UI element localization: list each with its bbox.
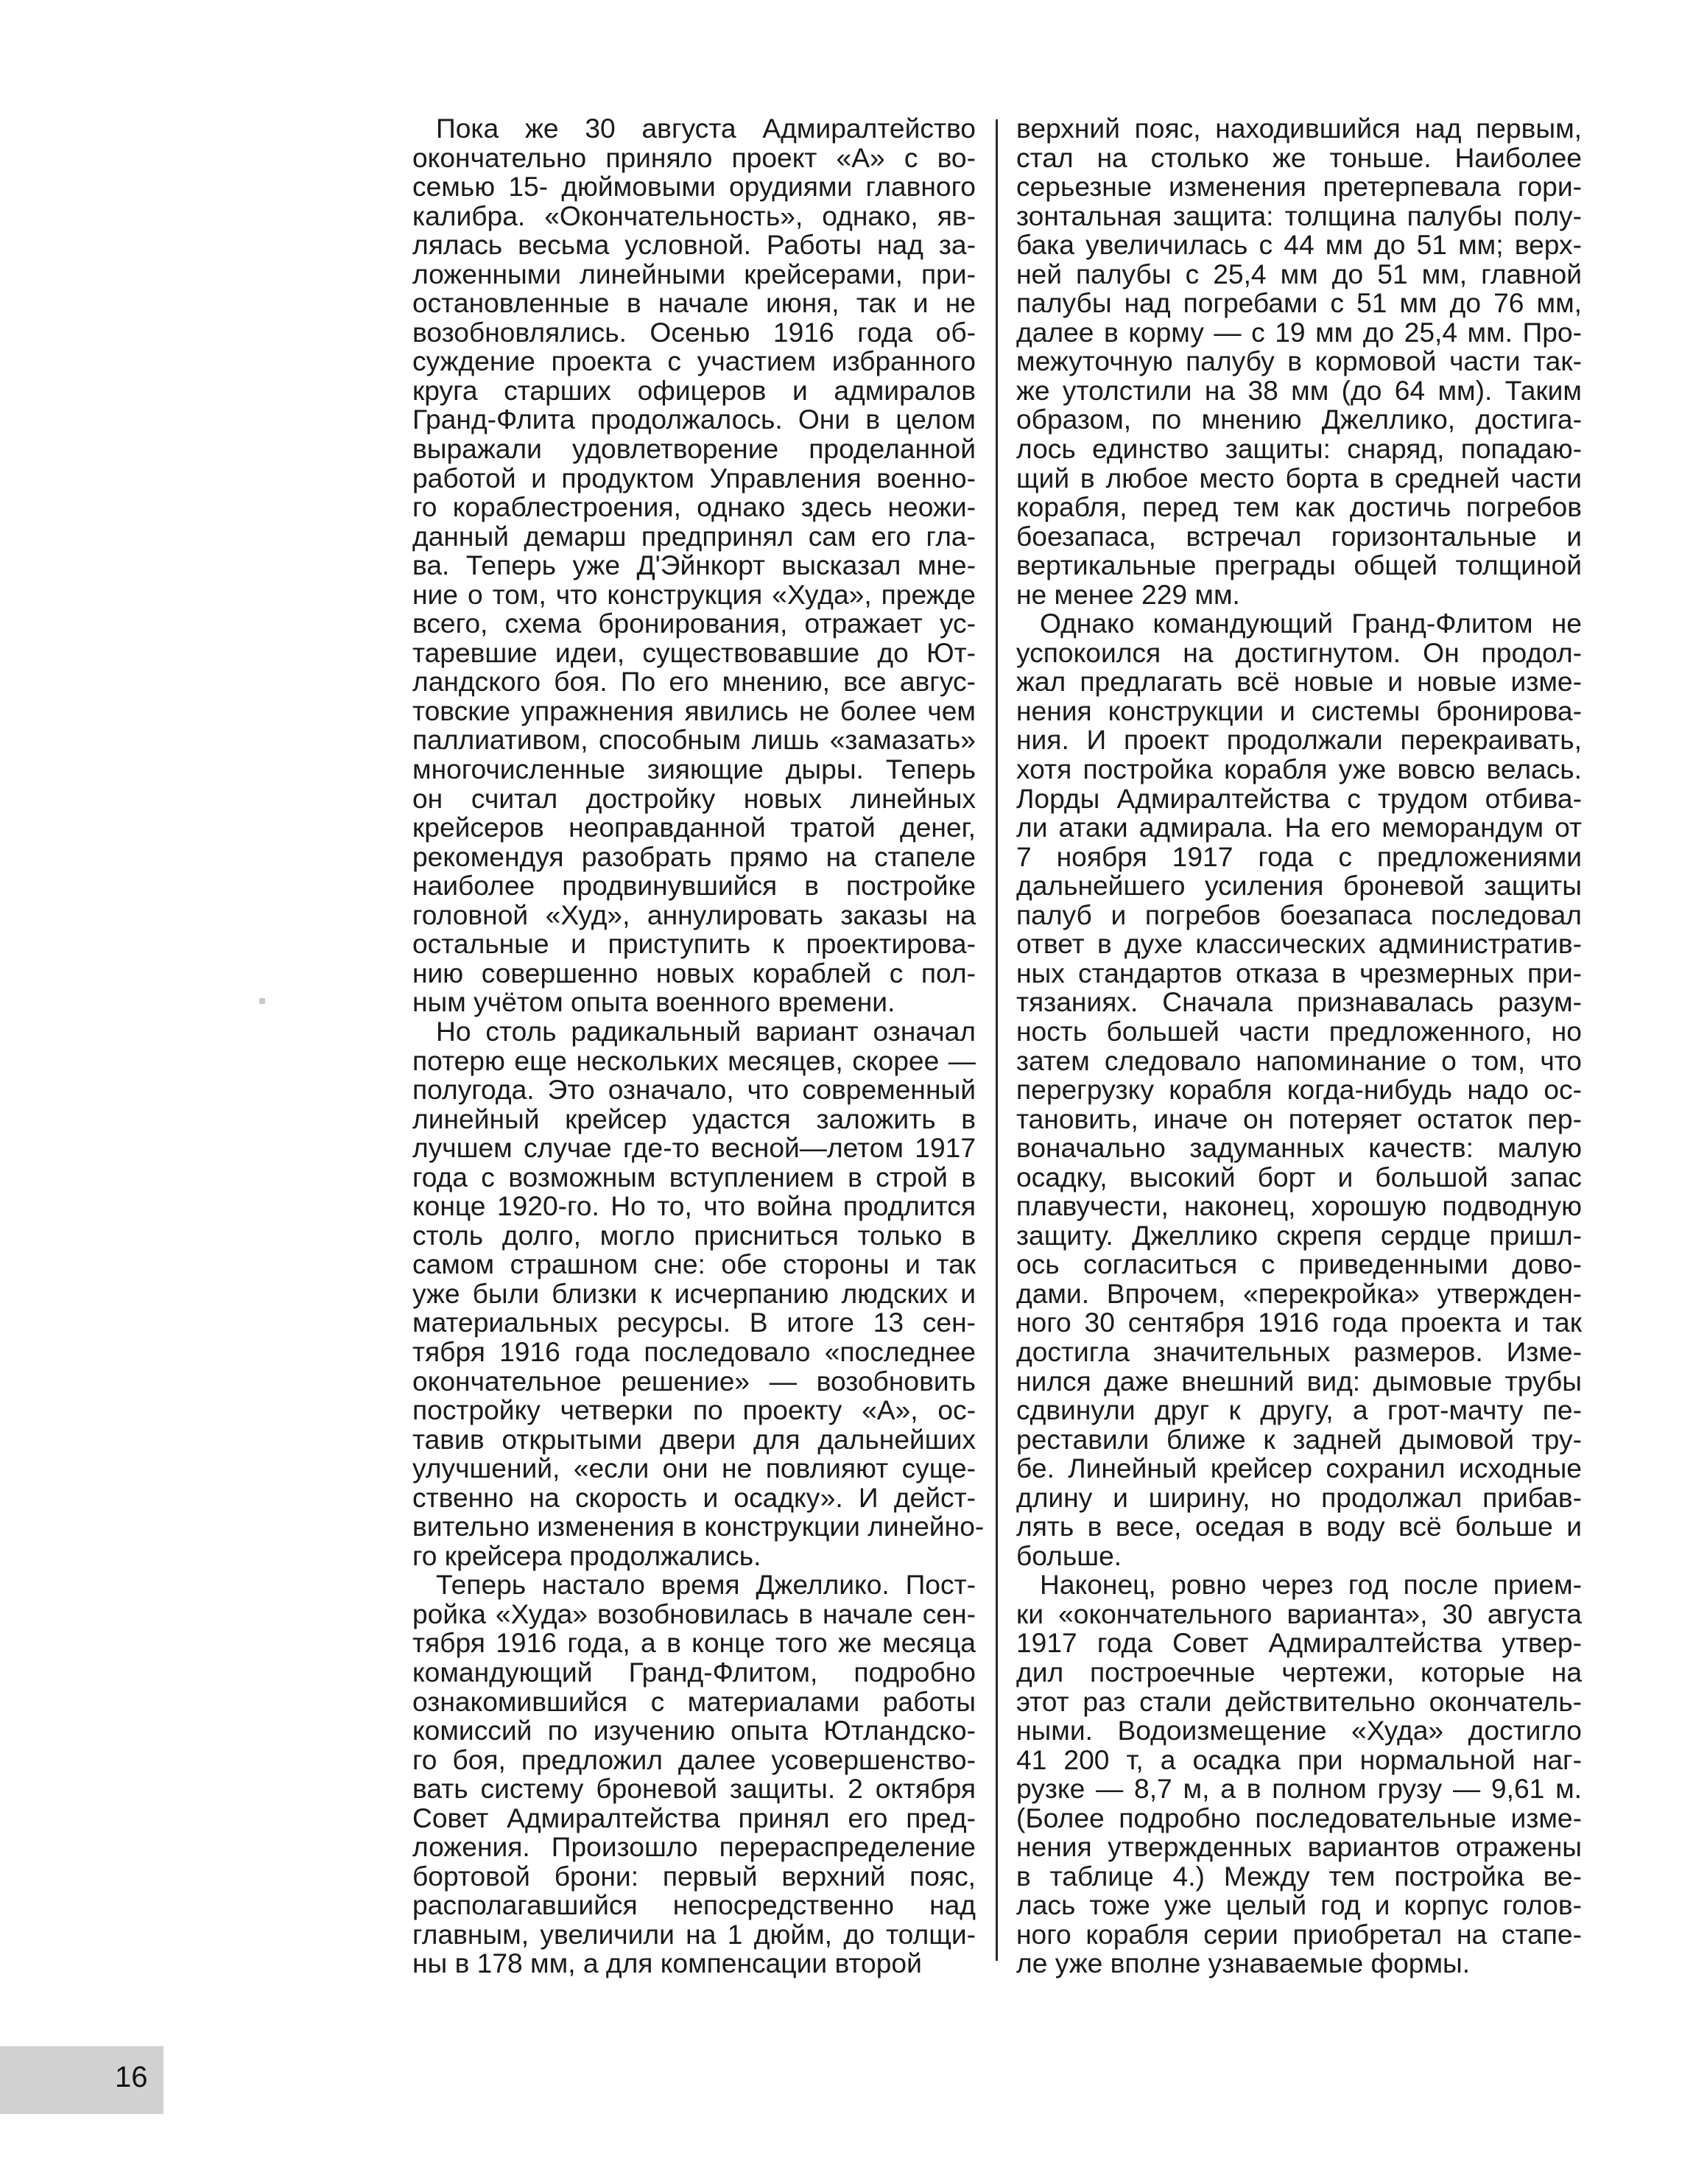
text-line: зонтальная защита: толщина палубы полу-	[1016, 200, 1582, 231]
text-line: ны в 178 мм, а для компенсации второй	[412, 1948, 922, 1979]
text-line: Теперь настало время Джеллико. Пост-	[436, 1569, 976, 1601]
text-line: самом страшном сне: обе стороны и так	[412, 1249, 976, 1280]
text-line: окончательное решение» — возобновить	[412, 1365, 976, 1397]
text-line: товские упражнения явились не более чем	[412, 695, 976, 726]
text-line: Гранд-Флита продолжалось. Они в целом	[412, 404, 976, 435]
text-line: нию совершенно новых кораблей с пол-	[412, 957, 976, 989]
text-line: многочисленные зияющие дыры. Теперь	[412, 754, 976, 785]
text-line: не менее 229 мм.	[1016, 578, 1240, 610]
text-line: потерю еще нескольких месяцев, скорее —	[412, 1044, 976, 1076]
text-line: верхний пояс, находившийся над первым,	[1016, 113, 1582, 144]
text-line: ных стандартов отказа в чрезмерных при-	[1016, 957, 1582, 989]
text-line: данный демарш предпринял сам его гла-	[412, 520, 976, 552]
text-line: ле уже вполне узнаваемые формы.	[1016, 1948, 1471, 1979]
text-line: го крейсера продолжались.	[412, 1539, 761, 1571]
text-line: рекомендуя разобрать прямо на стапеле	[412, 840, 976, 872]
left-text-column	[412, 113, 985, 1979]
text-line: располагавшийся непосредственно над	[412, 1889, 976, 1921]
paragraph	[412, 1570, 976, 1978]
text-line: палубы над погребами с 51 мм до 76 мм,	[1016, 287, 1582, 319]
text-line: суждение проекта с участием избранного	[412, 345, 976, 377]
text-line: ными. Водоизмещение «Худа» достигло	[1016, 1715, 1582, 1746]
text-line: стал на столько же тоньше. Наиболее	[1016, 141, 1582, 173]
text-line: Пока же 30 августа Адмиралтейство	[436, 113, 976, 144]
paragraph	[1016, 1570, 1582, 1978]
text-line: ней палубы с 25,4 мм до 51 мм, главной	[1016, 258, 1582, 289]
text-line: далее в корму — с 19 мм до 25,4 мм. Про-	[1016, 316, 1582, 348]
text-line: ние о том, что конструкция «Худа», прежде	[412, 578, 976, 610]
text-line: всего, схема бронирования, отражает ус-	[412, 608, 976, 639]
text-line: ландского боя. По его мнению, все авгус-	[412, 666, 976, 698]
text-line: постройку четверки по проекту «А», ос-	[412, 1394, 976, 1426]
text-line: паллиативом, способным лишь «замазать»	[412, 724, 976, 756]
text-line: 7 ноября 1917 года с предложениями	[1016, 840, 1582, 872]
text-line: ность большей части предложенного, но	[1016, 1015, 1582, 1047]
text-line: лось единство защиты: снаряд, попадаю-	[1016, 433, 1582, 465]
text-line: ного 30 сентября 1916 года проекта и так	[1016, 1307, 1582, 1338]
text-line: го кораблестроения, однако здесь неожи-	[412, 491, 976, 523]
paragraph	[1016, 609, 1582, 1570]
text-line: ки «окончательного варианта», 30 августа	[1016, 1598, 1582, 1629]
text-line: 1917 года Совет Адмиралтейства утвер-	[1016, 1627, 1582, 1659]
text-line: таревшие идеи, существовавшие до Ют-	[412, 636, 976, 668]
text-line: материальных ресурсы. В итоге 13 сен-	[412, 1307, 976, 1338]
text-line: остальные и приступить к проектирова-	[412, 928, 976, 960]
text-line: тановить, иначе он потеряет остаток пер-	[1016, 1103, 1582, 1134]
text-line: палуб и погребов боезапаса последовал	[1016, 899, 1582, 930]
text-line: тября 1916 года последовало «последнее	[412, 1335, 976, 1367]
text-line: семью 15- дюймовыми орудиями главного	[412, 171, 976, 203]
text-line: вать систему броневой защиты. 2 октября	[412, 1773, 976, 1805]
text-line: комиссий по изучению опыта Ютландско-	[412, 1715, 976, 1746]
text-line: рузке — 8,7 м, а в полном грузу — 9,61 м.	[1016, 1773, 1582, 1805]
text-line: лучшем случае где-то весной—летом 1917	[412, 1132, 976, 1164]
text-line: Наконец, ровно через год после прием-	[1040, 1569, 1582, 1601]
text-line: калибра. «Окончательность», однако, яв-	[412, 200, 976, 231]
scan-speck	[259, 998, 265, 1004]
text-line: главным, увеличили на 1 дюйм, до толщи-	[412, 1918, 976, 1950]
text-line: тября 1916 года, а в конце того же месяца	[412, 1627, 976, 1659]
text-line: улучшений, «если они не повлияют суще-	[412, 1453, 976, 1484]
text-line: головной «Худ», аннулировать заказы на	[412, 899, 976, 930]
paragraph	[412, 114, 976, 1017]
text-line: дальнейшего усиления броневой защиты	[1016, 870, 1582, 902]
text-line: го боя, предложил далее усовершенство-	[412, 1744, 976, 1775]
text-line: Совет Адмиралтейства принял его пред-	[412, 1802, 976, 1833]
text-line: же утолстили на 38 мм (до 64 мм). Таким	[1016, 374, 1582, 406]
text-line: круга старших офицеров и адмиралов	[412, 374, 976, 406]
text-line: ственно на скорость и осадку». И дейст-	[412, 1481, 976, 1513]
text-line: ва. Теперь уже Д'Эйнкорт высказал мне-	[412, 549, 976, 581]
page-number: 16	[115, 2061, 148, 2093]
text-line: хотя постройка корабля уже вовсю велась.	[1016, 754, 1582, 785]
text-line: защиту. Джеллико скрепя сердце пришл-	[1016, 1219, 1582, 1251]
text-line: нения утвержденных вариантов отражены	[1016, 1831, 1582, 1863]
text-line: (Более подробно последовательные изме-	[1016, 1802, 1582, 1833]
paragraph	[412, 1015, 985, 1571]
text-line: щий в любое место борта в средней части	[1016, 462, 1582, 494]
text-line: командующий Гранд-Флитом, подробно	[412, 1656, 976, 1688]
column-divider	[996, 119, 998, 1961]
text-line: Лорды Адмиралтейства с трудом отбива-	[1016, 782, 1582, 814]
text-line: боезапаса, встречал горизонтальные и	[1016, 520, 1582, 552]
text-line: выражали удовлетворение проделанной	[412, 433, 976, 465]
text-line: нения конструкции и системы бронирова-	[1016, 695, 1582, 726]
text-line: плавучести, наконец, хорошую подводную	[1016, 1190, 1582, 1222]
text-line: воначально задуманных качеств: малую	[1016, 1132, 1582, 1164]
text-line: вертикальные преграды общей толщиной	[1016, 549, 1582, 581]
text-line: конце 1920-го. Но то, что война продлится	[412, 1190, 976, 1222]
text-line: Но столь радикальный вариант означал	[436, 1015, 976, 1047]
text-line: образом, по мнению Джеллико, достига-	[1016, 404, 1582, 435]
text-line: достигла значительных размеров. Изме-	[1016, 1335, 1582, 1367]
text-line: серьезные изменения претерпевала гори-	[1016, 171, 1582, 203]
text-line: ознакомившийся с материалами работы	[412, 1685, 976, 1717]
text-line: уже были близки к исчерпанию людских и	[412, 1277, 976, 1309]
paragraph	[1016, 114, 1582, 609]
text-line: этот раз стали действительно окончатель-	[1016, 1685, 1582, 1717]
text-line: ответ в духе классических административ-	[1016, 928, 1582, 960]
text-line: дами. Впрочем, «перекройка» утвержден-	[1016, 1277, 1582, 1309]
text-line: ось согласиться с приведенными дово-	[1016, 1249, 1582, 1280]
text-line: полугода. Это означало, что современный	[412, 1074, 976, 1106]
text-line: сдвинули друг к другу, а грот-мачту пе-	[1016, 1394, 1582, 1426]
text-line: реставили ближе к задней дымовой тру-	[1016, 1423, 1582, 1455]
text-line: бортовой брони: первый верхний пояс,	[412, 1860, 976, 1892]
text-line: ложенными линейными крейсерами, при-	[412, 258, 976, 289]
text-line: затем следовало напоминание о том, что	[1016, 1044, 1582, 1076]
text-line: длину и ширину, но продолжал прибав-	[1016, 1481, 1582, 1513]
text-line: возобновлялись. Осенью 1916 года об-	[412, 316, 976, 348]
text-line: ного корабля серии приобретал на стапе-	[1016, 1918, 1582, 1950]
text-line: года с возможным вступлением в строй в	[412, 1161, 976, 1193]
text-line: работой и продуктом Управления военно-	[412, 462, 976, 494]
text-line: бе. Линейный крейсер сохранил исходные	[1016, 1453, 1582, 1484]
text-line: вительно изменения в конструкции линейно-	[412, 1511, 985, 1542]
text-line: остановленные в начале июня, так и не	[412, 287, 976, 319]
text-line: ли атаки адмирала. На его меморандум от	[1016, 812, 1582, 843]
text-line: дил построечные чертежи, которые на	[1016, 1656, 1582, 1688]
text-line: крейсеров неоправданной тратой денег,	[412, 812, 976, 843]
text-line: осадку, высокий борт и большой запас	[1016, 1161, 1582, 1193]
text-line: линейный крейсер удастся заложить в	[412, 1103, 976, 1134]
text-line: тавив открытыми двери для дальнейших	[412, 1423, 976, 1455]
text-line: столь долго, могло присниться только в	[412, 1219, 976, 1251]
text-line: тязаниях. Сначала признавалась разум-	[1016, 986, 1582, 1018]
text-line: наиболее продвинувшийся в постройке	[412, 870, 976, 902]
text-line: лять в весе, оседая в воду всё больше и	[1016, 1511, 1582, 1542]
text-line: 41 200 т, а осадка при нормальной наг-	[1016, 1744, 1582, 1775]
text-line: он считал достройку новых линейных	[412, 782, 976, 814]
text-line: перегрузку корабля когда-нибудь надо ос-	[1016, 1074, 1582, 1106]
text-line: жал предлагать всё новые и новые изме-	[1016, 666, 1582, 698]
text-line: Однако командующий Гранд-Флитом не	[1040, 608, 1582, 639]
text-line: ложения. Произошло перераспределение	[412, 1831, 976, 1863]
text-line: корабля, перед тем как достичь погребов	[1016, 491, 1582, 523]
text-line: бака увеличилась с 44 мм до 51 мм; верх-	[1016, 229, 1582, 261]
text-line: успокоился на достигнутом. Он продол-	[1016, 636, 1582, 668]
text-line: нился даже внешний вид: дымовые трубы	[1016, 1365, 1582, 1397]
text-line: больше.	[1016, 1539, 1122, 1571]
text-line: межуточную палубу в кормовой части так-	[1016, 345, 1582, 377]
text-line: ния. И проект продолжали перекраивать,	[1016, 724, 1582, 756]
text-line: ным учётом опыта военного времени.	[412, 986, 895, 1018]
text-line: лась тоже уже целый год и корпус голов-	[1016, 1889, 1582, 1921]
text-line: ройка «Худа» возобновилась в начале сен-	[412, 1598, 976, 1629]
text-line: лялась весьма условной. Работы над за-	[412, 229, 976, 261]
right-text-column	[1016, 114, 1582, 1978]
text-line: окончательно приняло проект «А» с во-	[412, 141, 976, 173]
text-line: в таблице 4.) Между тем постройка ве-	[1016, 1860, 1582, 1892]
